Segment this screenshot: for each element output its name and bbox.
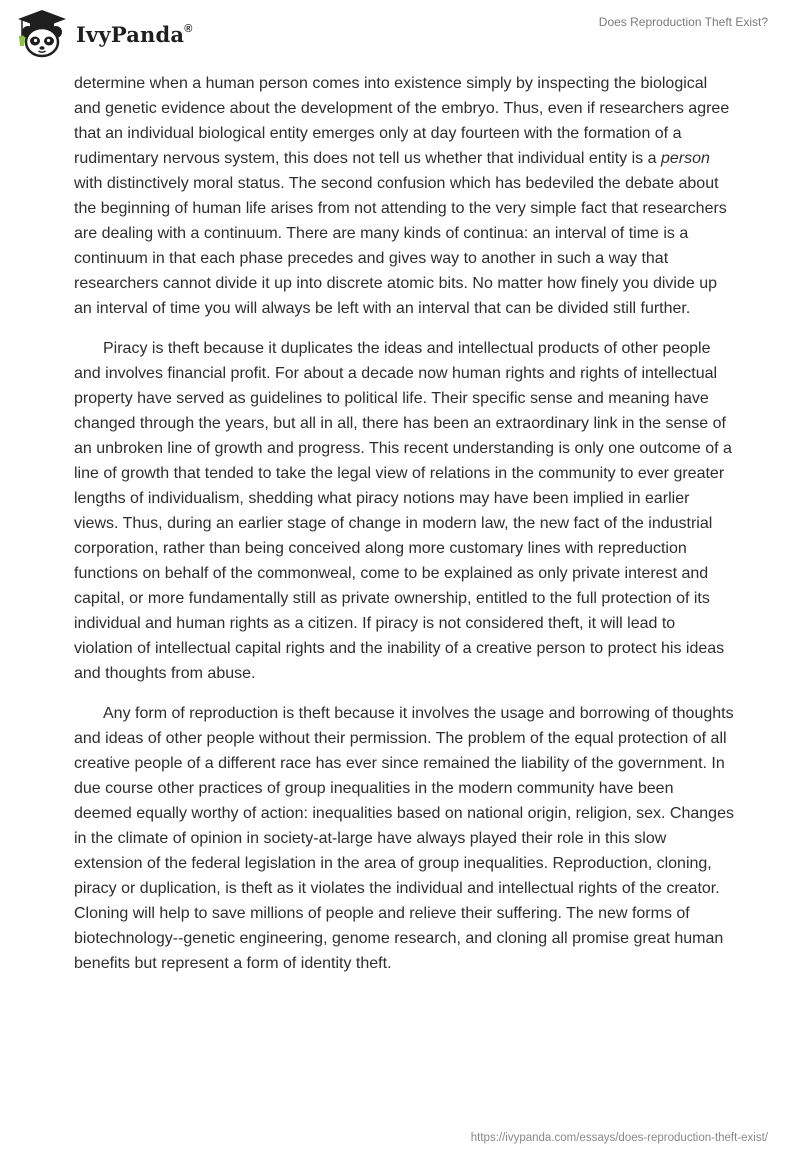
page-header [0,0,800,70]
panda-graduate-icon [14,8,70,58]
paragraph-3: Any form of reproduction is theft because it involves the usage and borrowing of thoughts and ideas of other people without their permission. The problem of the equal protection of all creative people of a different race has ever since remained the liability of the government. In due course other practices of group inequalities in the modern community have been deemed equally worthy of action: inequalities based on national origin, religion, sex. Changes in the climate of opinion in society-at-large have always played their role in this slow extension of the federal legislation in the area of group inequalities. Reproduction, cloning, piracy or duplication, is theft as it violates the individual and intellectual rights of the creator. Cloning will help to save millions of people and relieve their suffering. The new forms of biotechnology--genetic engineering, genome research, and cloning all promise great human benefits but represent a form of identity theft. [74,705,734,972]
brand-name: IvyPanda® [76,21,193,47]
paragraph-1: determine when a human person comes into existence simply by inspecting the biological and genetic evidence about the development of the embryo. Thus, even if researchers agree that an individual biological entity emerges only at day fourteen with the formation of a rudimentary nervous system, this does not tell us whether that individual entity is a person with distinctively moral status. The second confusion which has bedeviled the debate about the beginning of human life arises from not attending to the very simple fact that researchers are dealing with a continuum. There are many kinds of continua: an interval of time is a continuum in that each phase precedes and gives way to another in such a way that researchers cannot divide it up into discrete atomic bits. No matter how finely you divide up an interval of time you will always be left with an interval that can be divided still further. [74,75,730,317]
registered-mark: ® [184,22,193,35]
source-url[interactable]: https://ivypanda.com/essays/does-reproduction-theft-exist/ [470,1132,768,1144]
paragraph-2: Piracy is theft because it duplicates the ideas and intellectual products of other people and involves financial profit. For about a decade now human rights and rights of intellectual property have served as guidelines to political life. Their specific sense and meaning have changed through the years, but all in all, there has been an extraordinary link in the sense of an unbroken line of growth and progress. This recent understanding is only one outcome of a line of growth that tended to take the legal view of relations in the community to ever greater lengths of individualism, shedding what piracy notions may have been implied in earlier views. Thus, during an earlier stage of change in modern law, the new fact of the industrial corporation, rather than being conceived along more customary lines with repreduction functions on behalf of the commonweal, come to be explained as only private interest and capital, or more fundamentally still as private ownership, entitled to the full protection of its individual and human rights as a citizen. If piracy is not considered theft, it will lead to violation of intellectual capital rights and the inability of a creative person to protect his ideas and thoughts from abuse. [74,340,732,682]
brand-logo[interactable] [14,8,193,58]
emphasis-person: person [660,150,710,167]
essay-body [74,71,734,976]
document-title: Does Reproduction Theft Exist? [598,15,768,29]
